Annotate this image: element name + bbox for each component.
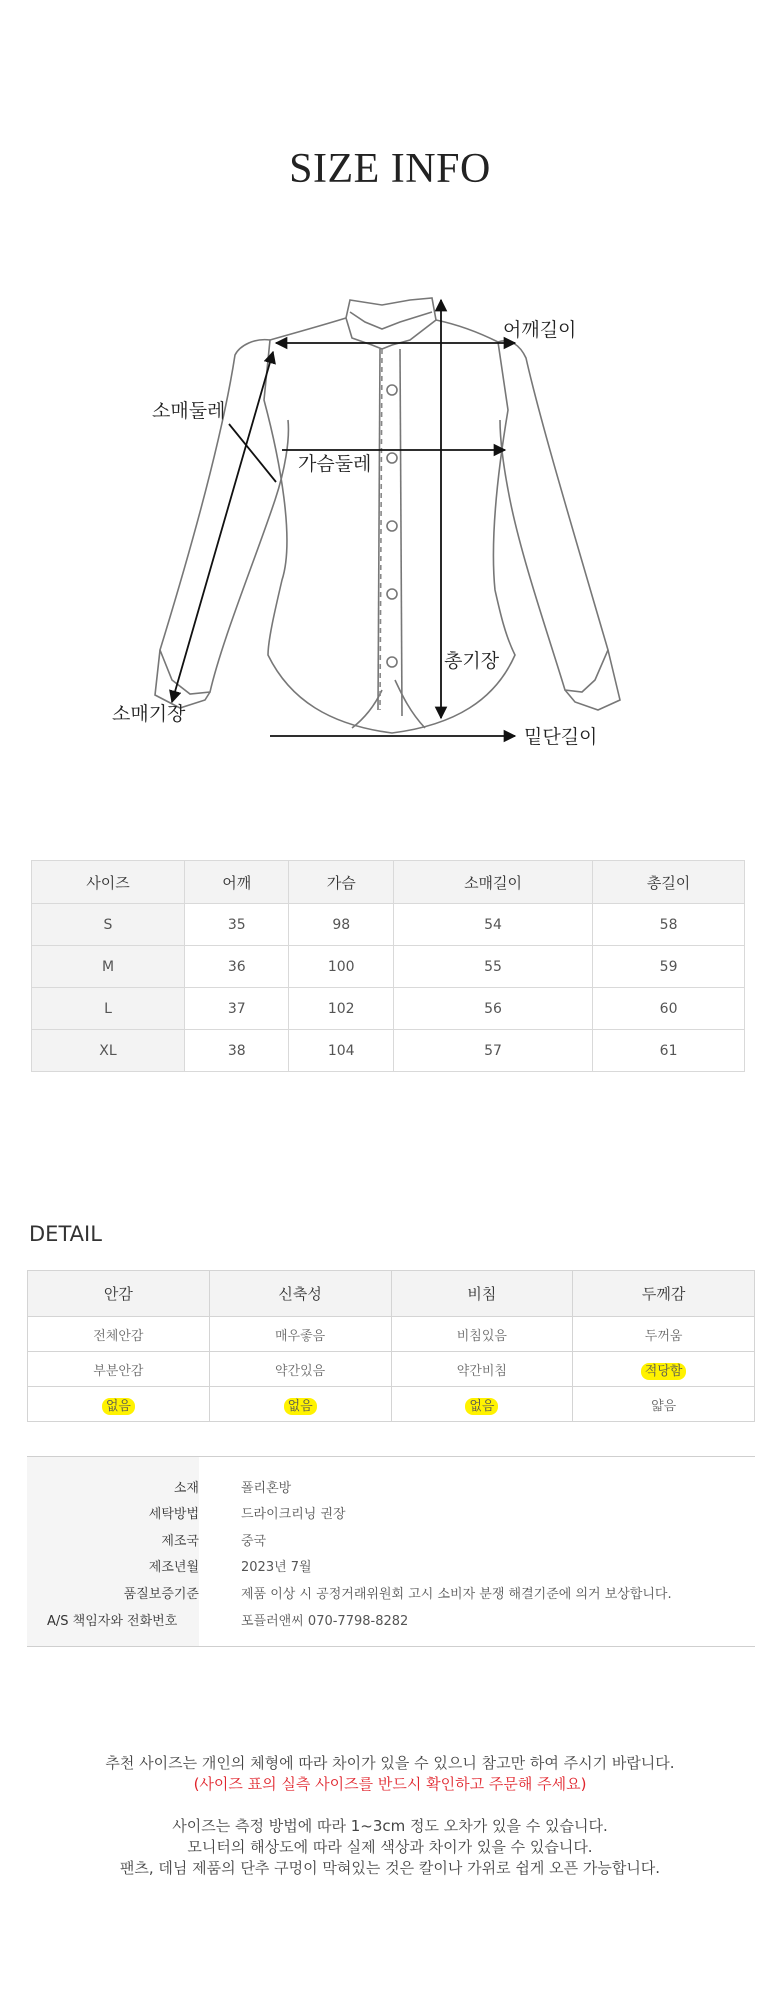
notice-measurement-error: 사이즈는 측정 방법에 따라 1~3cm 정도 오차가 있을 수 있습니다.	[172, 1817, 608, 1835]
notice-size-reference: 추천 사이즈는 개인의 체형에 따라 차이가 있을 수 있으니 참고만 하여 주시기 바랍니다.	[105, 1754, 675, 1772]
detail-option: 매우좋음	[275, 1328, 326, 1344]
detail-header-cell: 안감	[28, 1271, 210, 1317]
shirt-measurement-diagram	[0, 280, 780, 770]
size-label: S	[32, 904, 185, 946]
detail-option: 얇음	[651, 1398, 677, 1414]
info-label: 소재	[173, 1481, 199, 1496]
table-row	[28, 1387, 755, 1422]
size-header-cell: 사이즈	[32, 861, 185, 904]
detail-header-cell: 비침	[391, 1271, 573, 1317]
notice-buttonhole: 팬츠, 데님 제품의 단추 구멍이 막혀있는 것은 칼이나 가위로 쉽게 오픈 가능합니다.	[119, 1859, 661, 1877]
detail-option-selected: 없음	[465, 1398, 498, 1415]
info-row	[27, 1477, 755, 1503]
info-row	[27, 1503, 755, 1529]
info-value: 제품 이상 시 공정거래위원회 고시 소비자 분쟁 해결기준에 의거 보상합니다.	[241, 1587, 672, 1602]
table-row	[32, 904, 745, 946]
size-label: M	[32, 946, 185, 988]
detail-title: DETAIL	[29, 1222, 102, 1246]
info-row	[27, 1610, 755, 1636]
info-label: 제조국	[161, 1534, 199, 1549]
table-row	[32, 946, 745, 988]
detail-option: 부분안감	[93, 1363, 144, 1379]
info-label: A/S 책임자와 전화번호	[47, 1614, 178, 1629]
notice-monitor-color: 모니터의 해상도에 따라 실제 색상과 차이가 있을 수 있습니다.	[187, 1838, 593, 1856]
table-row	[32, 988, 745, 1030]
detail-option: 약간비침	[456, 1363, 507, 1379]
size-header-cell: 총길이	[593, 861, 745, 904]
detail-option-selected: 없음	[102, 1398, 135, 1415]
detail-option: 전체안감	[93, 1328, 144, 1344]
label-total-length: 총기장	[444, 650, 500, 672]
info-label: 품질보증기준	[123, 1587, 199, 1602]
size-header-cell: 소매길이	[393, 861, 592, 904]
table-row	[28, 1352, 755, 1387]
size-label: XL	[32, 1030, 185, 1072]
size-value: 59	[593, 946, 745, 988]
size-value: 100	[289, 946, 393, 988]
detail-header-cell: 신축성	[209, 1271, 391, 1317]
size-table	[31, 860, 745, 1072]
size-value: 37	[185, 988, 289, 1030]
detail-option-selected: 없음	[284, 1398, 317, 1415]
info-row	[27, 1530, 755, 1556]
size-value: 58	[593, 904, 745, 946]
size-value: 102	[289, 988, 393, 1030]
label-sleeve-circumference: 소매둘레	[152, 400, 226, 422]
size-value: 38	[185, 1030, 289, 1072]
size-table-header	[32, 861, 745, 904]
size-value: 56	[393, 988, 592, 1030]
size-header-cell: 가슴	[289, 861, 393, 904]
size-value: 36	[185, 946, 289, 988]
detail-option: 두꺼움	[644, 1328, 683, 1344]
size-value: 57	[393, 1030, 592, 1072]
info-row	[27, 1556, 755, 1582]
info-label: 제조년월	[148, 1560, 199, 1575]
detail-table	[27, 1270, 755, 1422]
product-info-table	[27, 1456, 755, 1647]
label-shoulder: 어깨길이	[503, 319, 577, 341]
size-value: 35	[185, 904, 289, 946]
detail-option-selected: 적당함	[641, 1363, 687, 1380]
page-title: SIZE INFO	[289, 146, 491, 192]
size-value: 104	[289, 1030, 393, 1072]
detail-option: 약간있음	[275, 1363, 326, 1379]
label-chest: 가슴둘레	[298, 453, 372, 475]
size-header-cell: 어깨	[185, 861, 289, 904]
size-label: L	[32, 988, 185, 1030]
size-value: 98	[289, 904, 393, 946]
detail-option: 비침있음	[456, 1328, 507, 1344]
label-hem: 밑단길이	[524, 726, 598, 748]
size-value: 61	[593, 1030, 745, 1072]
info-value: 폴리혼방	[241, 1481, 292, 1496]
notice-check-size: (사이즈 표의 실측 사이즈를 반드시 확인하고 주문해 주세요)	[193, 1775, 587, 1793]
info-value: 드라이크리닝 권장	[241, 1507, 346, 1522]
shirt-outline	[155, 298, 620, 733]
info-value: 포플러앤씨 070-7798-8282	[241, 1614, 409, 1629]
info-value: 2023년 7월	[241, 1560, 312, 1575]
label-sleeve-length: 소매기장	[112, 703, 186, 725]
detail-header-cell: 두께감	[573, 1271, 755, 1317]
size-value: 54	[393, 904, 592, 946]
table-row	[28, 1317, 755, 1352]
size-value: 60	[593, 988, 745, 1030]
info-value: 중국	[241, 1534, 267, 1549]
detail-header	[28, 1271, 755, 1317]
table-row	[32, 1030, 745, 1072]
info-row	[27, 1583, 755, 1609]
size-value: 55	[393, 946, 592, 988]
shirt-buttons	[387, 385, 397, 667]
info-label: 세탁방법	[148, 1507, 199, 1522]
